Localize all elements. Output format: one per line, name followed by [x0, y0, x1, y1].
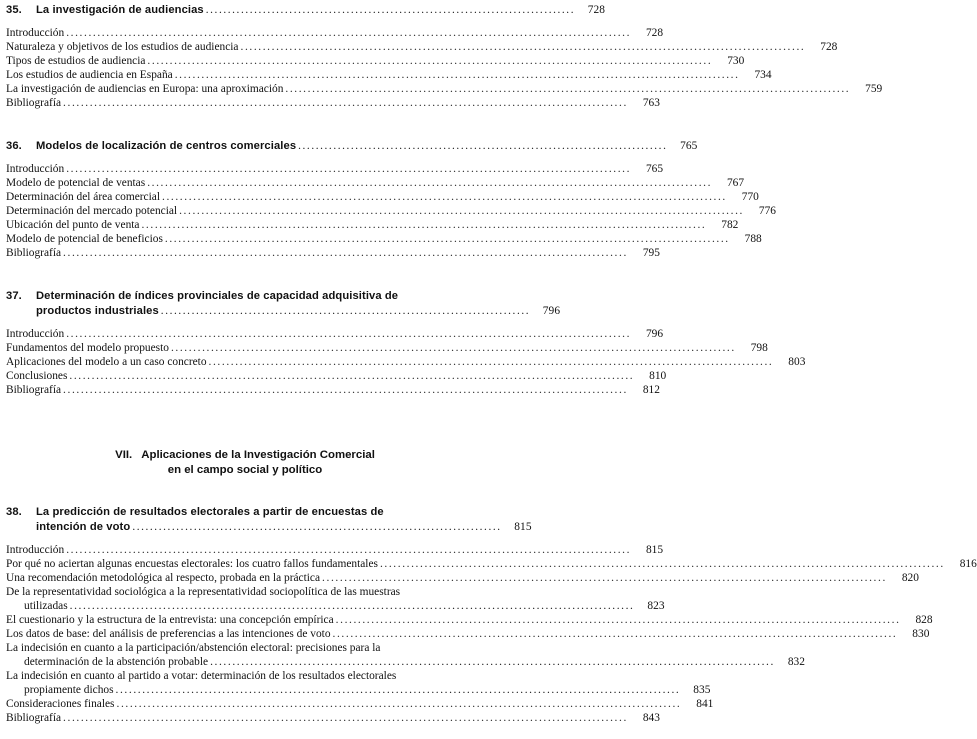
- entry-page: 763: [642, 96, 660, 109]
- entry-label: Por qué no aciertan algunas encuestas electorales: los cuatro fallos fundamentales: [6, 557, 378, 570]
- chapter-number: 38.: [6, 506, 22, 518]
- entry-list: [6, 162, 776, 260]
- chapter-heading: [6, 505, 532, 535]
- toc-entry: [6, 557, 977, 571]
- entry-label: Los datos de base: del análisis de preferencias a las intenciones de voto: [6, 627, 331, 640]
- toc-entry: [6, 232, 762, 246]
- chapter-36: [6, 139, 776, 260]
- leader-dots: ....................................................................................: [160, 305, 531, 317]
- toc-entry: [6, 627, 930, 641]
- entry-label: utilizadas: [24, 600, 68, 612]
- entry-page: 828: [915, 613, 933, 626]
- entry-page: 728: [645, 26, 664, 39]
- entry-page: 810: [649, 369, 667, 382]
- leader-dots: ...............................................................................................................................: [162, 190, 727, 203]
- leader-dots: ...............................................................................................................................: [66, 26, 632, 39]
- entry-page: 759: [865, 82, 883, 95]
- toc-entry: [6, 96, 660, 110]
- leader-dots: ...............................................................................................................................: [147, 176, 713, 189]
- toc-entry: [6, 246, 660, 260]
- chapter-title-line: intención de voto: [36, 521, 131, 533]
- entry-page: 843: [642, 711, 660, 724]
- entry-page: 823: [647, 599, 665, 612]
- entry-page: 796: [645, 327, 664, 340]
- entry-page: 832: [787, 655, 805, 668]
- entry-page: 841: [696, 697, 714, 710]
- part-heading-line: VII. Aplicaciones de la Investigación Comercial: [115, 449, 375, 461]
- leader-dots: ...............................................................................................................................: [332, 627, 898, 640]
- leader-dots: ...............................................................................................................................: [179, 204, 744, 217]
- chapter-title-line: productos industriales: [36, 305, 159, 317]
- entry-label: Introducción: [6, 26, 65, 39]
- chapter-37: [6, 289, 806, 397]
- entry-label: Tipos de estudios de audiencia: [6, 54, 146, 67]
- leader-dots: ...............................................................................................................................: [240, 40, 806, 53]
- chapter-page: 728: [587, 4, 606, 16]
- part-heading: [6, 448, 484, 478]
- entry-label: Una recomendación metodológica al respecto, probada en la práctica: [6, 571, 321, 584]
- chapter-title: [36, 139, 667, 154]
- leader-dots: ...............................................................................................................................: [208, 355, 774, 368]
- toc-entry: [6, 641, 805, 669]
- chapter-title-text: La investigación de audiencias: [36, 4, 204, 16]
- leader-dots: ....................................................................................: [205, 4, 576, 16]
- entry-label: Conclusiones: [6, 369, 68, 382]
- leader-dots: ...............................................................................................................................: [66, 543, 632, 556]
- leader-dots: ...............................................................................................................................: [322, 571, 887, 584]
- toc-entry: [6, 697, 714, 711]
- entry-label: Determinación del área comercial: [6, 190, 161, 203]
- chapter-title-line: Determinación de índices provinciales de capacidad adquisitiva de: [36, 290, 399, 302]
- entry-label: Fundamentos del modelo propuesto: [6, 341, 169, 354]
- toc-entry: [6, 190, 759, 204]
- leader-dots: ....................................................................................: [132, 521, 502, 533]
- toc-entry: [6, 341, 768, 355]
- entry-label: La investigación de audiencias en Europa: una aproximación: [6, 82, 284, 95]
- toc-entry: [6, 82, 883, 96]
- leader-dots: ....................................................................................: [298, 140, 668, 152]
- toc-entry: [6, 68, 772, 82]
- entry-label: Introducción: [6, 162, 65, 175]
- toc-entry: [6, 369, 667, 383]
- entry-label: Determinación del mercado potencial: [6, 204, 178, 217]
- entry-list: [6, 26, 883, 110]
- chapter-title-line: La predicción de resultados electorales a partir de encuestas de: [36, 506, 384, 518]
- toc-entry: [6, 26, 664, 40]
- entry-list: [6, 543, 977, 725]
- leader-dots: ...............................................................................................................................: [66, 327, 632, 340]
- leader-dots: ...............................................................................................................................: [63, 96, 628, 109]
- entry-label: Introducción: [6, 543, 65, 556]
- leader-dots: ...............................................................................................................................: [164, 232, 730, 245]
- entry-page: 734: [754, 68, 772, 81]
- toc-entry: [6, 327, 664, 341]
- chapter-35: [6, 3, 883, 110]
- entry-page: 770: [741, 190, 759, 203]
- entry-label: Naturaleza y objetivos de los estudios de audiencia: [6, 40, 239, 53]
- leader-dots: ...............................................................................................................................: [285, 82, 851, 95]
- leader-dots: ...............................................................................................................................: [69, 369, 635, 382]
- entry-label: La indecisión en cuanto al partido a votar: determinación de los resultados electorales: [6, 670, 397, 682]
- entry-list: [6, 327, 806, 397]
- toc-entry: [6, 543, 664, 557]
- entry-label: Consideraciones finales: [6, 697, 115, 710]
- toc-entry: [6, 204, 776, 218]
- toc-entry: [6, 613, 933, 627]
- chapter-38: [6, 505, 977, 725]
- entry-label: Aplicaciones del modelo a un caso concreto: [6, 355, 207, 368]
- leader-dots: ...............................................................................................................................: [63, 246, 628, 259]
- entry-label: Bibliografía: [6, 711, 62, 724]
- chapter-page: 796: [542, 305, 561, 317]
- entry-label: La indecisión en cuanto a la participación/abstención electoral: precisiones para la: [6, 642, 381, 654]
- entry-page: 782: [721, 218, 739, 231]
- toc-entry: [6, 54, 745, 68]
- entry-label: Modelo de potencial de ventas: [6, 176, 146, 189]
- chapter-heading: [6, 139, 698, 154]
- toc-entry: [6, 176, 745, 190]
- leader-dots: ...............................................................................................................................: [116, 697, 682, 710]
- toc-entry: [6, 669, 711, 697]
- toc-entry: [6, 711, 660, 725]
- leader-dots: ...............................................................................................................................: [210, 656, 775, 668]
- chapter-number: 37.: [6, 290, 22, 302]
- chapter-title: [36, 3, 575, 18]
- toc-entry: [6, 218, 739, 232]
- entry-page: 812: [642, 383, 660, 396]
- entry-label: Modelo de potencial de beneficios: [6, 232, 163, 245]
- entry-page: 798: [750, 341, 768, 354]
- entry-page: 765: [645, 162, 664, 175]
- toc-entry: [6, 40, 838, 54]
- toc-entry: [6, 383, 660, 397]
- entry-label: propiamente dichos: [24, 684, 114, 696]
- chapter-title: [36, 289, 530, 319]
- leader-dots: ...............................................................................................................................: [141, 218, 707, 231]
- leader-dots: ...............................................................................................................................: [63, 711, 628, 724]
- chapter-page: 765: [680, 140, 698, 152]
- entry-page: 776: [758, 204, 776, 217]
- leader-dots: ...............................................................................................................................: [63, 383, 628, 396]
- chapter-heading: [6, 289, 561, 319]
- entry-label: determinación de la abstención probable: [24, 656, 209, 668]
- leader-dots: ...............................................................................................................................: [66, 162, 632, 175]
- leader-dots: ...............................................................................................................................: [69, 600, 635, 612]
- entry-page: 767: [726, 176, 745, 189]
- entry-page: 816: [959, 557, 977, 570]
- entry-label: Los estudios de audiencia en España: [6, 68, 173, 81]
- entry-page: 815: [645, 543, 664, 556]
- leader-dots: ...............................................................................................................................: [115, 684, 681, 696]
- chapter-title: [36, 505, 502, 535]
- entry-label: Bibliografía: [6, 96, 62, 109]
- entry-page: 795: [642, 246, 660, 259]
- entry-page: 820: [901, 571, 919, 584]
- chapter-number: 35.: [6, 4, 22, 16]
- leader-dots: ...............................................................................................................................: [379, 557, 945, 570]
- entry-label: De la representatividad sociológica a la representatividad sociopolítica de las muestras: [6, 586, 401, 598]
- entry-page: 830: [912, 627, 930, 640]
- toc-entry: [6, 162, 664, 176]
- chapter-title-text: Modelos de localización de centros comerciales: [36, 140, 297, 152]
- part-heading-line: en el campo social y político: [167, 464, 323, 476]
- chapter-heading: [6, 3, 606, 18]
- toc-entry: [6, 585, 665, 613]
- leader-dots: ...............................................................................................................................: [147, 54, 713, 67]
- toc-entry: [6, 355, 806, 369]
- leader-dots: ...............................................................................................................................: [170, 341, 736, 354]
- entry-label: Bibliografía: [6, 383, 62, 396]
- entry-label: Bibliografía: [6, 246, 62, 259]
- leader-dots: ...............................................................................................................................: [335, 613, 901, 626]
- entry-page: 730: [727, 54, 745, 67]
- entry-page: 803: [788, 355, 806, 368]
- toc-entry: [6, 571, 919, 585]
- chapter-number: 36.: [6, 140, 22, 152]
- entry-label: El cuestionario y la estructura de la entrevista: una concepción empírica: [6, 613, 334, 626]
- entry-page: 835: [693, 683, 711, 696]
- chapter-page: 815: [514, 521, 532, 533]
- entry-page: 728: [820, 40, 838, 53]
- entry-page: 788: [744, 232, 762, 245]
- leader-dots: ...............................................................................................................................: [174, 68, 740, 81]
- entry-label: Introducción: [6, 327, 65, 340]
- entry-label: Ubicación del punto de venta: [6, 218, 140, 231]
